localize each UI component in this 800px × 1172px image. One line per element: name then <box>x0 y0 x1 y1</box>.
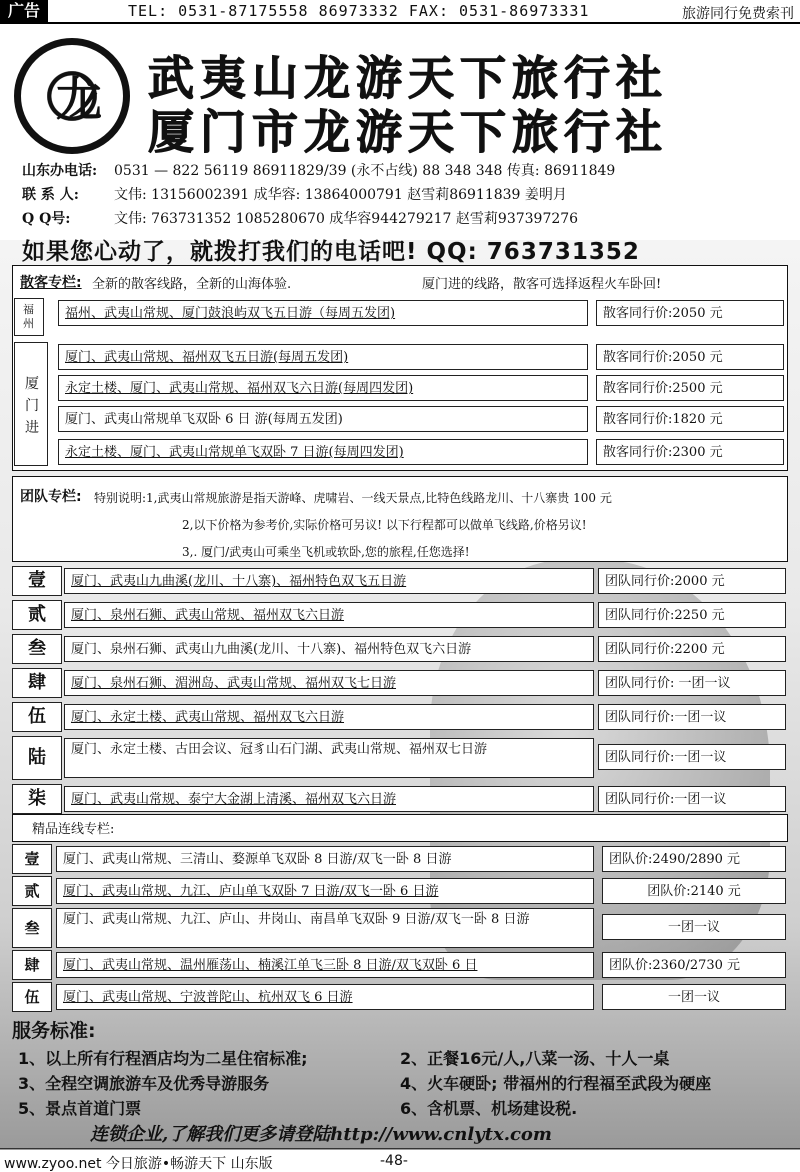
premium-route-3: 厦门、武夷山常规、九江、庐山、井岗山、南昌单飞双卧 9 日游/双飞一卧 8 日游 <box>56 908 594 948</box>
group-section-label: 团队专栏: <box>20 489 82 505</box>
footer <box>0 1148 800 1172</box>
group-price-2: 团队同行价:2250 元 <box>598 602 786 628</box>
scattered-intro-right: 厦门进的线路，散客可选择返程火车卧回! <box>422 277 662 292</box>
group-num-7: 柒 <box>12 784 62 814</box>
office-phone-row <box>22 160 615 180</box>
top-right-text: 旅游同行免费索刊 <box>682 6 794 22</box>
xiamen-price-1: 散客同行价:2050 元 <box>596 344 784 370</box>
xiamen-route-1: 厦门、武夷山常规、福州双飞五日游(每周五发团) <box>58 344 588 370</box>
group-price-3: 团队同行价:2200 元 <box>598 636 786 662</box>
office-phone-label: 山东办电话: <box>22 163 98 179</box>
group-num-4: 肆 <box>12 668 62 698</box>
group-route-3: 厦门、泉州石狮、武夷山九曲溪(龙川、十八寨)、福州特色双飞六日游 <box>64 636 594 662</box>
premium-route-1: 厦门、武夷山常规、三清山、婺源单飞双卧 8 日游/双飞一卧 8 日游 <box>56 846 594 872</box>
group-route-2: 厦门、泉州石狮、武夷山常规、福州双飞六日游 <box>64 602 594 628</box>
office-phone-value: 0531 — 822 56119 86911829/39 (永不占线) 88 348 348 传真: 86911849 <box>114 163 616 179</box>
contacts-label: 联 系 人: <box>22 187 79 203</box>
service-item-5: 5、景点首道门票 <box>18 1099 142 1118</box>
footer-page-number: -48- <box>380 1153 408 1169</box>
premium-route-2: 厦门、武夷山常规、九江、庐山单飞双卧 7 日游/双飞一卧 6 日游 <box>56 878 594 904</box>
premium-price-3: 一团一议 <box>602 914 786 940</box>
group-note-2: 2,以下价格为参考价,实际价格可另议! 以下行程都可以做单飞线路,价格另议! <box>182 518 587 532</box>
ad-tag: 广告 <box>0 0 48 22</box>
premium-section-label: 精品连线专栏: <box>32 822 115 837</box>
group-price-7: 团队同行价:一团一议 <box>598 786 786 812</box>
service-item-1: 1、以上所有行程酒店均为二星住宿标准; <box>18 1049 308 1068</box>
premium-header-box <box>12 814 788 842</box>
premium-price-2: 团队价:2140 元 <box>602 878 786 904</box>
premium-price-1: 团队价:2490/2890 元 <box>602 846 786 872</box>
xiamen-price-4: 散客同行价:2300 元 <box>596 439 784 465</box>
fuzhou-route: 福州、武夷山常规、厦门鼓浪屿双飞五日游（每周五发团) <box>58 300 588 326</box>
service-title: 服务标准: <box>12 1020 96 1042</box>
premium-price-5: 一团一议 <box>602 984 786 1010</box>
fuzhou-price: 散客同行价:2050 元 <box>596 300 784 326</box>
group-num-2: 贰 <box>12 600 62 630</box>
qq-row <box>22 208 578 228</box>
premium-num-2: 贰 <box>12 876 52 906</box>
premium-price-4: 团队价:2360/2730 元 <box>602 952 786 978</box>
group-route-1: 厦门、武夷山九曲溪(龙川、十八寨)、福州特色双飞五日游 <box>64 568 594 594</box>
group-num-6: 陆 <box>12 736 62 780</box>
top-bar <box>0 0 800 24</box>
group-num-5: 伍 <box>12 702 62 732</box>
premium-route-4: 厦门、武夷山常规、温州雁荡山、楠溪江单飞三卧 8 日游/双飞双卧 6 日 <box>56 952 594 978</box>
contacts-value: 文伟: 13156002391 成华容: 13864000791 赵雪莉86911839 姜明月 <box>114 187 567 203</box>
scattered-section-label: 散客专栏: <box>20 275 82 291</box>
group-note-3: 3,. 厦门/武夷山可乘坐飞机或软卧,您的旅程,任您选择! <box>182 545 470 559</box>
service-item-6: 6、含机票、机场建设税. <box>400 1099 578 1118</box>
service-item-3: 3、全程空调旅游车及优秀导游服务 <box>18 1074 270 1093</box>
group-price-6: 团队同行价:一团一议 <box>598 744 786 770</box>
group-note-1: 特别说明:1,武夷山常规旅游是指天游峰、虎啸岩、一线天景点,比特色线路龙川、十八寨贵 100 元 <box>94 491 612 505</box>
xiamen-price-3: 散客同行价:1820 元 <box>596 406 784 432</box>
group-route-7: 厦门、武夷山常规、泰宁大金湖上清溪、福州双飞六日游 <box>64 786 594 812</box>
scattered-intro: 全新的散客线路，全新的山海体验. <box>92 277 292 292</box>
group-num-3: 叁 <box>12 634 62 664</box>
fuzhou-label: 福州 <box>14 298 44 336</box>
xiamen-price-2: 散客同行价:2500 元 <box>596 375 784 401</box>
group-price-1: 团队同行价:2000 元 <box>598 568 786 594</box>
xiamen-route-3: 厦门、武夷山常规单飞双卧 6 日 游(每周五发团) <box>58 406 588 432</box>
xiamen-label: 厦门进 <box>14 342 48 466</box>
service-item-4: 4、火车硬卧; 带福州的行程福至武段为硬座 <box>400 1074 712 1093</box>
xiamen-route-2: 永定土楼、厦门、武夷山常规、福州双飞六日游(每周四发团) <box>58 375 588 401</box>
qq-label: Q Q号: <box>22 211 71 227</box>
group-route-4: 厦门、泉州石狮、湄洲岛、武夷山常规、福州双飞七日游 <box>64 670 594 696</box>
agency-title-line1: 武夷山龙游天下旅行社 <box>148 51 668 105</box>
premium-num-1: 壹 <box>12 844 52 874</box>
group-route-6: 厦门、永定土楼、古田会议、冠豸山石门湖、武夷山常规、福州双七日游 <box>64 738 594 778</box>
top-contact-line: TEL: 0531-87175558 86973332 FAX: 0531-86973331 <box>128 2 590 20</box>
group-num-1: 壹 <box>12 566 62 596</box>
agency-title-line2: 厦门市龙游天下旅行社 <box>148 105 668 159</box>
premium-num-3: 叁 <box>12 908 52 948</box>
service-item-2: 2、正餐16元/人,八菜一汤、十人一桌 <box>400 1049 670 1068</box>
dragon-circle-logo-icon <box>14 38 130 154</box>
premium-num-4: 肆 <box>12 950 52 980</box>
logo-glyph: 龙 <box>56 72 102 126</box>
group-route-5: 厦门、永定土楼、武夷山常规、福州双飞六日游 <box>64 704 594 730</box>
xiamen-route-4: 永定土楼、厦门、武夷山常规单飞双卧 7 日游(每周四发团) <box>58 439 588 465</box>
call-to-action: 如果您心动了，就拨打我们的电话吧! QQ: 763731352 <box>22 239 640 265</box>
website-line[interactable]: 连锁企业,了解我们更多请登陆http://www.cnlytx.com <box>90 1124 552 1145</box>
premium-num-5: 伍 <box>12 982 52 1012</box>
group-price-5: 团队同行价:一团一议 <box>598 704 786 730</box>
group-price-4: 团队同行价: 一团一议 <box>598 670 786 696</box>
footer-left: www.zyoo.net 今日旅游•畅游天下 山东版 <box>4 1156 273 1172</box>
contacts-row <box>22 184 567 204</box>
qq-value: 文伟: 763731352 1085280670 成华容944279217 赵雪莉937397276 <box>114 211 579 227</box>
premium-route-5: 厦门、武夷山常规、宁波普陀山、杭州双飞 6 日游 <box>56 984 594 1010</box>
